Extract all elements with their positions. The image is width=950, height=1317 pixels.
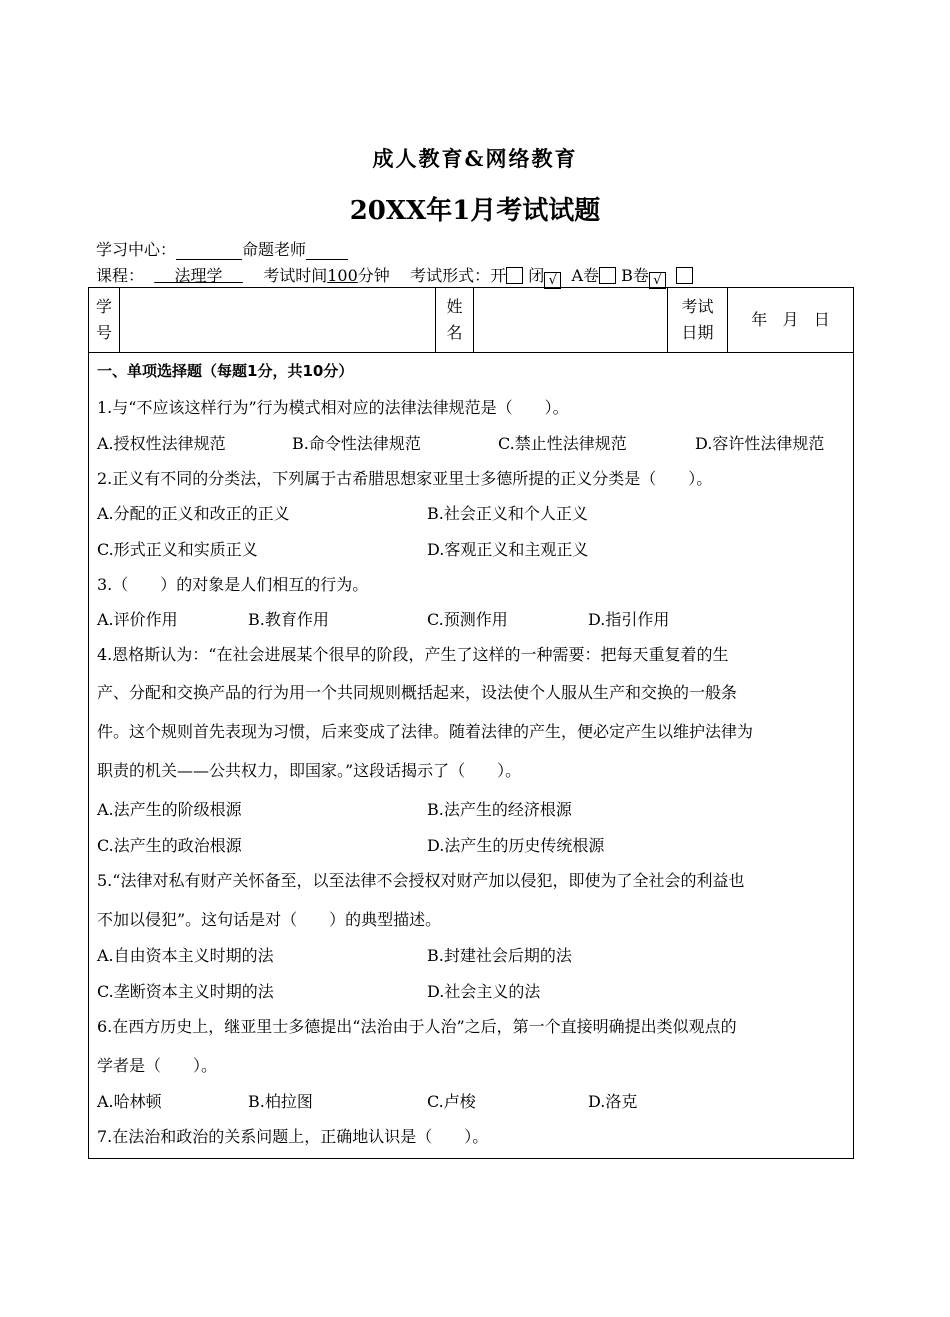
name-label-cell xyxy=(436,288,474,352)
question-section xyxy=(88,353,854,1159)
q5-option-a[interactable]: A.自由资本主义时期的法 xyxy=(97,946,274,965)
name-field[interactable] xyxy=(474,288,668,352)
time-value: 100 xyxy=(327,266,358,285)
institution-title: 成人教育&网络教育 xyxy=(372,146,578,171)
exam-date-label xyxy=(668,288,727,346)
name-label: 姓名 xyxy=(446,297,463,342)
paper-a-label: A卷 xyxy=(571,266,600,285)
q6-option-a[interactable]: A.哈林顿 xyxy=(97,1092,162,1111)
question-4-line-3: 件。这个规则首先表现为习惯，后来变成了法律。随着法律的产生，便必定产生以维护法律为 xyxy=(97,722,754,741)
closed-checkbox[interactable]: √ xyxy=(544,272,561,289)
section-heading: 一、单项选择题（每题1分，共10分） xyxy=(97,362,354,380)
q2-option-c[interactable]: C.形式正义和实质正义 xyxy=(97,540,258,559)
q1-option-c[interactable]: C.禁止性法律规范 xyxy=(498,434,627,453)
student-no-label: 学号 xyxy=(95,297,112,342)
q4-option-a[interactable]: A.法产生的阶级根源 xyxy=(97,800,242,819)
q1-option-a[interactable]: A.授权性法律规范 xyxy=(97,434,226,453)
exam-date-label-line1: 考试 xyxy=(681,297,714,316)
time-label: 考试时间 xyxy=(263,266,328,285)
q2-option-a[interactable]: A.分配的正义和改正的正义 xyxy=(97,504,290,523)
question-4-line-1: 4.恩格斯认为：“在社会进展某个很早的阶段，产生了这样的一种需要：把每天重复着的生 xyxy=(97,645,729,664)
closed-label: 闭 xyxy=(528,266,545,285)
q2-option-b[interactable]: B.社会正义和个人正义 xyxy=(427,504,588,523)
student-no-field[interactable] xyxy=(120,288,436,352)
teacher-blank[interactable] xyxy=(306,243,348,260)
q6-option-b[interactable]: B.柏拉图 xyxy=(248,1092,313,1111)
question-4-line-2: 产、分配和交换产品的行为用一个共同规则概括起来，设法使个人服从生产和交换的一般条 xyxy=(97,683,738,702)
q4-option-d[interactable]: D.法产生的历史传统根源 xyxy=(427,836,605,855)
q5-option-d[interactable]: D.社会主义的法 xyxy=(427,982,541,1001)
extra-checkbox[interactable] xyxy=(676,267,693,284)
q4-option-b[interactable]: B.法产生的经济根源 xyxy=(427,800,572,819)
exam-date-value: 年 月 日 xyxy=(751,310,830,329)
student-info-table xyxy=(88,287,854,353)
question-3: 3.（ ）的对象是人们相互的行为。 xyxy=(97,575,369,594)
paper-b-label: B卷 xyxy=(621,266,649,285)
q1-option-b[interactable]: B.命令性法律规范 xyxy=(292,434,421,453)
q3-option-c[interactable]: C.预测作用 xyxy=(427,610,508,629)
question-2: 2.正义有不同的分类法，下列属于古希腊思想家亚里士多德所提的正义分类是（ ）。 xyxy=(97,469,713,488)
paper-b-checkbox[interactable]: √ xyxy=(649,272,666,289)
question-6-line-2: 学者是（ ）。 xyxy=(97,1056,218,1075)
question-4-line-4: 职责的机关——公共权力，即国家。”这段话揭示了（ ）。 xyxy=(97,761,522,780)
open-checkbox[interactable] xyxy=(506,267,523,284)
info-line-2 xyxy=(96,263,693,289)
question-5-line-1: 5.“法律对私有财产关怀备至，以至法律不会授权对财产加以侵犯，即使为了全社会的利益也 xyxy=(97,871,745,890)
paper-a-checkbox[interactable] xyxy=(599,267,616,284)
study-center-blank[interactable] xyxy=(176,243,242,260)
q3-option-b[interactable]: B.教育作用 xyxy=(248,610,329,629)
time-unit: 分钟 xyxy=(357,266,390,285)
exam-date-field[interactable] xyxy=(728,288,853,352)
teacher-label: 命题老师 xyxy=(242,240,307,259)
q1-option-d[interactable]: D.容许性法律规范 xyxy=(695,434,825,453)
info-line-1 xyxy=(96,237,348,260)
student-no-label-cell xyxy=(89,288,120,352)
question-6-line-1: 6.在西方历史上，继亚里士多德提出“法治由于人治”之后，第一个直接明确提出类似观点的 xyxy=(97,1017,737,1036)
question-5-line-2: 不加以侵犯”。这句话是对（ ）的典型描述。 xyxy=(97,910,442,929)
question-7: 7.在法治和政治的关系问题上，正确地认识是（ ）。 xyxy=(97,1127,489,1146)
q5-option-b[interactable]: B.封建社会后期的法 xyxy=(427,946,572,965)
study-center-label: 学习中心： xyxy=(96,240,177,259)
q3-option-a[interactable]: A.评价作用 xyxy=(97,610,178,629)
q5-option-c[interactable]: C.垄断资本主义时期的法 xyxy=(97,982,274,1001)
q6-option-d[interactable]: D.洛克 xyxy=(588,1092,638,1111)
q2-option-d[interactable]: D.客观正义和主观正义 xyxy=(427,540,589,559)
course-value: 法理学 xyxy=(174,266,223,285)
question-1: 1.与“不应该这样行为”行为模式相对应的法律法律规范是（ ）。 xyxy=(97,398,569,417)
q4-option-c[interactable]: C.法产生的政治根源 xyxy=(97,836,242,855)
course-label: 课程： xyxy=(96,266,145,285)
form-label: 考试形式：开 xyxy=(410,266,507,285)
exam-date-label-line2: 日期 xyxy=(681,323,714,342)
q3-option-d[interactable]: D.指引作用 xyxy=(588,610,670,629)
exam-title: 20XX年1月考试试题 xyxy=(349,196,601,226)
q6-option-c[interactable]: C.卢梭 xyxy=(427,1092,476,1111)
exam-date-label-cell xyxy=(668,288,728,352)
